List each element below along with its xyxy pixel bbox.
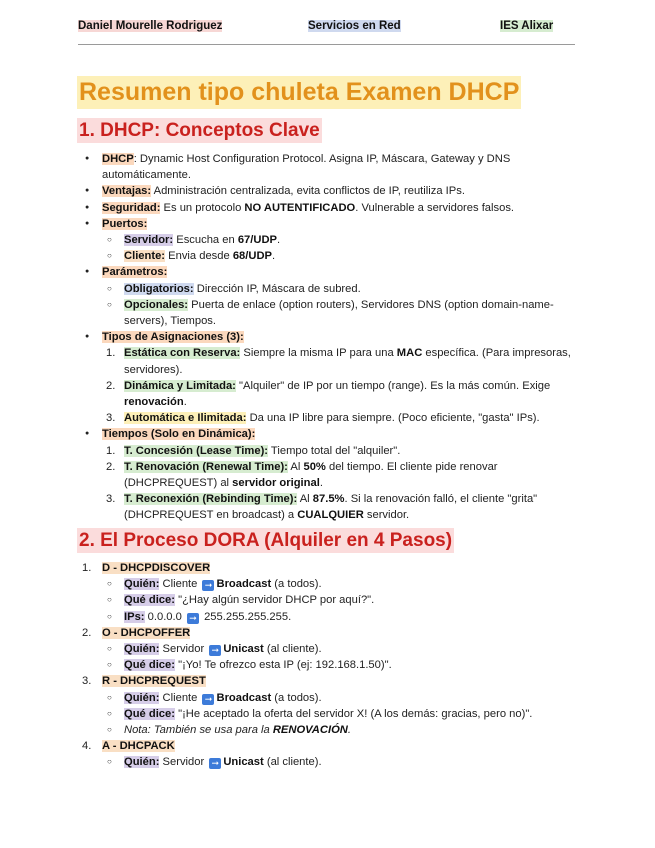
tipo-estatica-label: Estática con Reserva: <box>124 347 241 360</box>
cliente-port: 68/UDP <box>232 250 273 263</box>
tipos-label: Tipos de Asignaciones (3): <box>102 331 244 344</box>
servidor-label: Servidor: <box>124 234 174 247</box>
opcionales-label: Opcionales: <box>124 298 189 311</box>
cliente-label: Cliente: <box>124 250 166 263</box>
dhcp-label: DHCP <box>102 153 134 165</box>
page-header <box>78 18 575 45</box>
ventajas-label: Ventajas: <box>102 185 152 198</box>
header-school: IES Alixar <box>500 20 554 32</box>
seguridad-text: Es un protocolo <box>160 201 245 214</box>
section-1-content: ● DHCP: Dynamic Host Configuration Protocol. Asigna IP, Máscara, Gateway y DNS automáticamente. ● Ventajas: Administración centralizada, evita conflictos de IP, reutiliza IPs. ● Seguridad: Es un protocolo NO AUTENTIFICADO. Vulnerable a servidores falsos. ● Puertos: ○ Servidor: Escucha en 67/UDP. ○ Cliente: Envia desde 68/UDP. ● Parámetros: ○ Obligatorios: Dirección IP, Máscara de subred. ○ Opcionales: Puerta de enlace (option routers), Servidores DNS (option domain-name-servers), Tiempos. ● Tipos de Asignaciones (3): 1. Estática con Reserva: Siempre la misma IP para una MAC específica. (Para impresoras, servidores). 2. Dinámica y Limitada: "Alquiler" de IP por un tiempo (range). Es la más común. Exige renovación. 3. Automática e Ilimitada: Da una IP libre para siempre. (Poco eficiente, "gasta" IPs). ● Tiempos (Solo en Dinámica): 1. T. Concesión (Lease Time): Tiempo total del "alquiler". 2. T. Renovación (Renewal Time): Al 50% del tiempo. El cliente pide renovar (DHCPREQUEST) al servidor original. 3. T. Reconexión (Rebinding Time): Al 87.5%. Si la renovación falló, el cliente "grita" (DHCPREQUEST en broadcast) a CUALQUIER servidor. <box>82 151 582 524</box>
renewal-time-label: T. Renovación (Renewal Time): <box>124 460 288 473</box>
tipo-dinamica-bold: renovación <box>124 396 184 409</box>
tipo-estatica-bold: MAC <box>396 347 423 360</box>
section-1-heading: 1. DHCP: Conceptos Clave <box>79 120 320 141</box>
quien-label: Quién: <box>124 578 160 591</box>
a-who-text: Servidor <box>159 756 208 769</box>
renewal-text-a: Al <box>287 460 304 473</box>
renewal-text-b: del tiempo. El cliente pide renovar (DHCPREQUEST) al <box>124 460 498 490</box>
quien-label: Quién: <box>124 756 160 769</box>
o-who-text: Servidor <box>159 643 208 656</box>
o-who-end: (al cliente). <box>263 643 322 656</box>
tipo-estatica-text: Siempre la misma IP para una <box>240 347 397 360</box>
step-r-label: R - DHCPREQUEST <box>102 675 206 688</box>
step-d-label: D - DHCPDISCOVER <box>102 562 211 574</box>
tipo-estatica-text-end: específica. (Para impresoras, servidores). <box>124 347 571 376</box>
quedice-label: Qué dice: <box>124 594 175 607</box>
d-ip-source: 0.0.0.0 <box>144 610 185 623</box>
tiempos-label: Tiempos (Solo en Dinámica): <box>102 428 256 441</box>
lease-time-text: Tiempo total del "alquiler". <box>268 444 401 457</box>
o-say-text: "¡Yo! Te ofrezco esta IP (ej: 192.168.1.50)". <box>174 659 392 672</box>
step-a-label: A - DHCPACK <box>102 740 175 753</box>
rebinding-pct: 87.5% <box>312 493 345 506</box>
renewal-bold: servidor original <box>232 477 320 490</box>
section-2-heading: 2. El Proceso DORA (Alquiler en 4 Pasos) <box>79 530 453 551</box>
servidor-text: Escucha en <box>173 234 238 247</box>
a-who-end: (al cliente). <box>263 756 322 769</box>
obligatorios-text: Dirección IP, Máscara de subred. <box>193 282 361 295</box>
lease-time-label: T. Concesión (Lease Time): <box>124 444 269 457</box>
r-who-bold: Broadcast <box>216 691 272 704</box>
opcionales-text: Puerta de enlace (option routers), Servidores DNS (option domain-name-servers), Tiempos. <box>124 298 554 328</box>
a-who-bold: Unicast <box>223 756 264 769</box>
header-author: Daniel Mourelle Rodriguez <box>78 20 223 32</box>
quien-label: Quién: <box>124 691 160 704</box>
step-o-label: O - DHCPOFFER <box>102 626 191 639</box>
parametros-label: Parámetros: <box>102 266 168 279</box>
tipo-automatica-label: Automática e Ilimitada: <box>124 412 247 425</box>
d-who-bold: Broadcast <box>216 578 272 591</box>
ventajas-text: Administración centralizada, evita conflictos de IP, reutiliza IPs. <box>151 185 465 198</box>
dhcp-definition: : Dynamic Host Configuration Protocol. Asigna IP, Máscara, Gateway y DNS automáticamente. <box>102 153 511 182</box>
cliente-text: Envia desde <box>165 250 233 263</box>
ips-label: IPs: <box>124 610 145 623</box>
quien-label: Quién: <box>124 643 160 656</box>
arrow-right-icon: ➞ <box>202 694 214 705</box>
arrow-right-icon: ➞ <box>187 613 199 624</box>
page-title: Resumen tipo chuleta Examen DHCP <box>77 76 521 109</box>
r-who-text: Cliente <box>159 691 201 704</box>
d-say-text: "¿Hay algún servidor DHCP por aquí?". <box>174 594 375 607</box>
seguridad-text-end: . Vulnerable a servidores falsos. <box>355 201 515 214</box>
arrow-right-icon: ➞ <box>202 580 214 591</box>
rebinding-bold: CUALQUIER <box>297 509 364 522</box>
quedice-label: Qué dice: <box>124 659 175 672</box>
obligatorios-label: Obligatorios: <box>124 282 194 295</box>
quedice-label: Qué dice: <box>124 707 175 720</box>
o-who-bold: Unicast <box>223 643 264 656</box>
d-who-text: Cliente <box>159 578 201 591</box>
r-who-end: (a todos). <box>271 691 322 704</box>
seguridad-label: Seguridad: <box>102 201 161 214</box>
d-ip-dest: 255.255.255.255. <box>200 610 292 623</box>
section-2-content: 1. D - DHCPDISCOVER ○ Quién: Cliente ➞ Broadcast (a todos). ○ Qué dice: "¿Hay algún servidor DHCP por aquí?". ○ IPs: 0.0.0.0 ➞ 255.255.255.255. 2. O - DHCPOFFER ○ Quién: Servidor ➞ Unicast (al cliente). ○ Qué dice: "¡Yo! Te ofrezco esta IP (ej: 192.168.1.50)". 3. R - DHCPREQUEST ○ Quién: Cliente ➞ Broadcast (a todos). ○ Qué dice: "¡He aceptado la oferta del servidor X! (A los demás: gracias, pero no)". ○ Nota: También se usa para la RENOVACIÓN. 4. A - DHCPACK ○ Quién: Servidor ➞ Unicast (al cliente). <box>82 560 582 771</box>
puertos-label: Puertos: <box>102 217 148 230</box>
d-who-end: (a todos). <box>271 578 322 591</box>
rebinding-text-b: . Si la renovación falló, el cliente "grita" (DHCPREQUEST en broadcast) a <box>124 493 538 522</box>
rebinding-time-label: T. Reconexión (Rebinding Time): <box>124 493 298 506</box>
r-note-bold: RENOVACIÓN <box>272 724 348 737</box>
rebinding-text-a: Al <box>297 493 313 506</box>
rebinding-text-c: servidor. <box>363 509 410 522</box>
arrow-right-icon: ➞ <box>209 758 221 769</box>
renewal-pct: 50% <box>303 460 326 473</box>
r-say-text: "¡He aceptado la oferta del servidor X! (A los demás: gracias, pero no)". <box>174 707 533 720</box>
tipo-dinamica-label: Dinámica y Limitada: <box>124 379 236 392</box>
header-subject: Servicios en Red <box>308 20 401 32</box>
tipo-automatica-text: Da una IP libre para siempre. (Poco eficiente, "gasta" IPs). <box>246 412 540 425</box>
servidor-port: 67/UDP <box>237 234 277 247</box>
arrow-right-icon: ➞ <box>209 645 221 656</box>
r-note-text: Nota: También se usa para la <box>124 724 273 737</box>
seguridad-bold: NO AUTENTIFICADO <box>244 201 356 214</box>
tipo-dinamica-text: "Alquiler" de IP por un tiempo (range). Es la más común. Exige <box>235 379 551 392</box>
